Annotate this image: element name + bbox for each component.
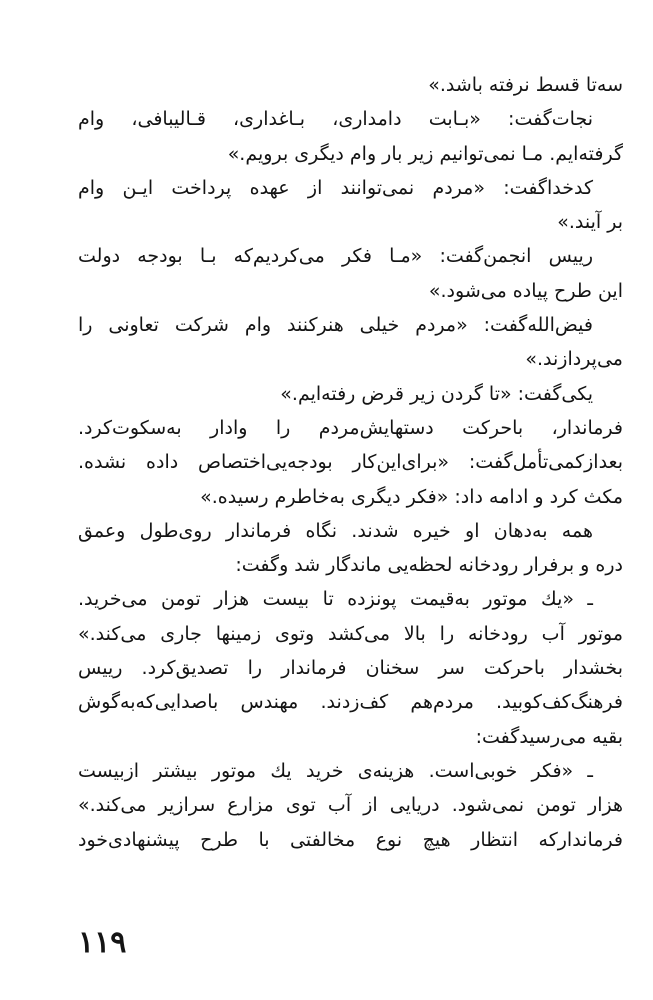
text-line: فرماندار، باحرکت دستهایش‌مردم را وادار به‌سکوت‌کرد. xyxy=(78,416,623,439)
text-line: کدخداگفت: «مردم نمی‌توانند از عهده پرداخت ایـن وام xyxy=(78,176,593,199)
text-line: فرماندارکه انتظار هیچ نوع مخالفتی با طرح پیشنهادی‌خود xyxy=(78,828,623,851)
text-line: بعدازکمی‌تأمل‌گفت: «برای‌این‌کار بودجه‌یی‌اختصاص داده نشده. xyxy=(78,451,623,474)
text-line: ـ «فکر خوبی‌است. هزینه‌ی خرید یك موتور بیشتر ازبیست xyxy=(78,759,593,782)
text-line: بخشدار باحرکت سر سخنان فرماندار را تصدیق‌کرد. رییس xyxy=(78,657,623,680)
text-line: موتور آب رودخانه را بالا می‌کشد وتوی زمینها جاری می‌کند.» xyxy=(78,622,623,645)
text-line: بر آیند.» xyxy=(557,211,623,234)
text-line: یکی‌گفت: «تا گردن زیر قرض رفته‌ایم.» xyxy=(280,382,593,405)
page-text xyxy=(78,68,623,857)
text-line: فرهنگ‌کف‌کوبید. مردم‌هم کف‌زدند. مهندس باصدایی‌که‌به‌گوش xyxy=(78,691,623,714)
text-line: رییس انجمن‌گفت: «مـا فکر می‌کردیم‌که بـا بودجه دولت xyxy=(78,245,593,268)
text-line: دره و برفرار رودخانه لحظه‌یی ماندگار شد وگفت: xyxy=(235,554,623,577)
page-number: ۱۱۹ xyxy=(78,925,127,960)
text-line: نجات‌گفت: «بـابت دامداری، بـاغداری، قـالیبافی، وام xyxy=(78,108,593,131)
text-line: فیض‌الله‌گفت: «مردم خیلی هنرکنند وام شرکت تعاونی را xyxy=(78,314,593,337)
text-line: هزار تومن نمی‌شود. دریایی از آب توی مزارع سرازیر می‌کند.» xyxy=(78,794,623,817)
text-line: مکث کرد و ادامه داد: «فکر دیگری به‌خاطرم رسیده.» xyxy=(200,485,623,508)
text-line: می‌پردازند.» xyxy=(525,348,623,371)
text-line: بقیه می‌رسیدگفت: xyxy=(475,725,623,748)
text-line: گرفته‌ایم. مـا نمی‌توانیم زیر بار وام دیگری برویم.» xyxy=(227,142,623,165)
text-line: سه‌تا قسط نرفته باشد.» xyxy=(428,74,623,96)
text-line: این طرح پیاده می‌شود.» xyxy=(428,279,623,302)
text-line: ـ «یك موتور به‌قیمت پونزده تا بیست هزار تومن می‌خرید. xyxy=(78,588,593,611)
text-line: همه به‌دهان او خیره شدند. نگاه فرماندار روی‌طول وعمق xyxy=(78,519,593,542)
